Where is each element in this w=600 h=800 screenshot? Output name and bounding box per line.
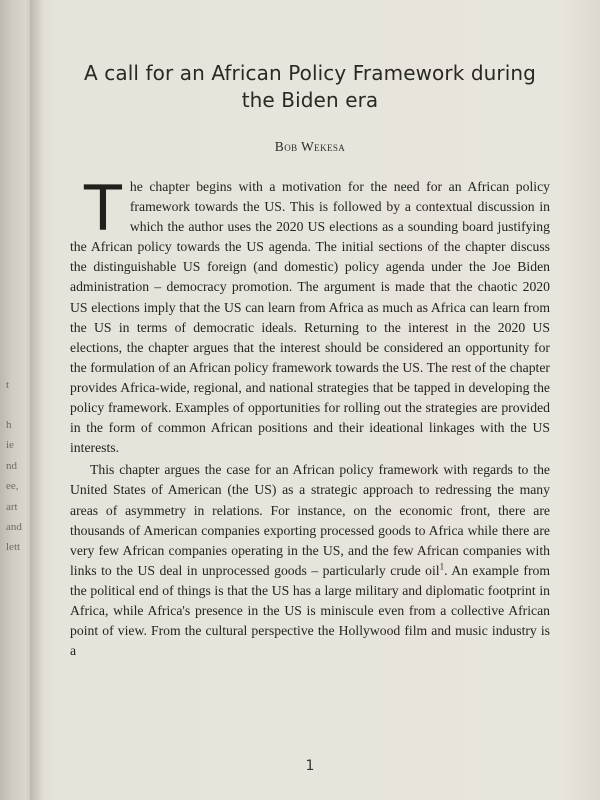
facing-page-fragment: lett [6, 541, 21, 553]
chapter-author: Bob Wekesa [274, 139, 346, 154]
paragraph-2-text-b: . An example from the political end of things is that the US has a large military and diplomatic footprint in Africa, while Africa's presence in the US is miniscule even from a collective African point of view. From the cultural perspective the Hollywood film and music industry is a [70, 562, 550, 659]
book-page [70, 60, 550, 774]
paragraph-1-text: he chapter begins with a motivation for the need for an African policy framework towards the US. This is followed by a contextual discussion in which the author uses the 2020 US elections as a sounding board justifying the African policy towards the US agenda. The initial sections of the chapter discuss the distinguishable US foreign (and domestic) policy agenda under the Joe Biden administration – democracy promotion. The argument is made that the chaotic 2020 US elections imply that the US can learn from Africa as much as Africa can learn from the US in terms of democratic ideals. Returning to the interest in the 2020 US elections, the chapter argues that the interest should be considered an opportunity for the formulation of an African policy framework towards the US. The rest of the chapter provides Africa-wide, regional, and national strategies that be tapped in developing the policy framework. Examples of opportunities for rolling out the strategies are provided in the form of common African positions and their ideational linkages with the US interests. [70, 179, 550, 456]
paragraph-2 [70, 460, 550, 661]
facing-page-fragment: ee, [6, 480, 19, 492]
paragraph-2-text-a: This chapter argues the case for an African policy framework with regards to the United States of American (the US) as a strategic approach to redressing the many areas of asymmetry in relations. For instance, on the economic front, there are thousands of American companies exporting processed goods to Africa while there are very few African companies operating in the US, and the few African companies with links to the US deal in unprocessed goods – particularly crude oil [70, 462, 550, 578]
page-number: 1 [305, 758, 315, 774]
facing-page-fragment: ie [6, 439, 14, 451]
chapter-body [70, 172, 550, 661]
paragraph-1 [70, 172, 550, 458]
facing-page-edge [0, 0, 30, 800]
footnote-marker[interactable]: 1 [439, 561, 445, 572]
facing-page-fragment: and [6, 521, 22, 533]
gutter-shadow [30, 0, 44, 800]
facing-page-fragment: t [6, 379, 10, 391]
facing-page-fragment: art [6, 501, 18, 513]
chapter-title: A call for an African Policy Framework during the Biden era [84, 61, 536, 112]
facing-page-fragment: h [6, 419, 12, 431]
drop-cap: T [84, 172, 122, 245]
facing-page-fragment: nd [6, 460, 17, 472]
